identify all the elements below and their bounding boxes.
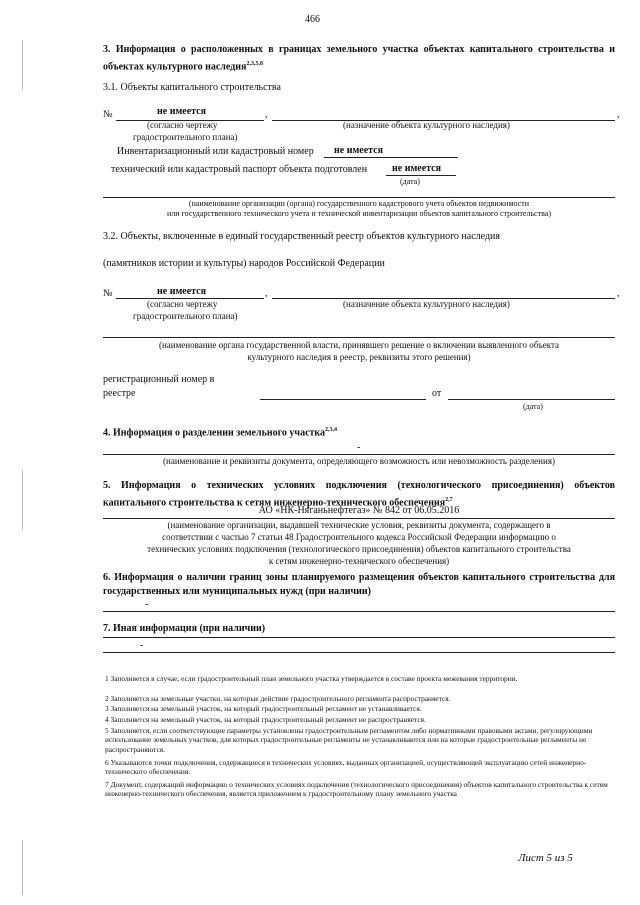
org-caption: или государственного технического учета и технической инвентаризации объектов капитального строительства) <box>166 209 551 218</box>
drawing-caption: градостроительного плана) <box>133 311 238 321</box>
inventory-value: не имеется <box>334 145 384 156</box>
document-page: 466 3. Информация о расположенных в границах земельного участка объектах капитального строительства и объектах культурного наследия$^{2,3,5,6}$ 3.1. Объекты капитального строительства № не имеется , , (согласно чертежу градостроительного плана) (назначение объекта культурного наследия) Инвентаризационный или кадастровый номер не имеется технический или кадастровый паспорт объекта подготовлен не имеется (дата) (наименование организации (органа) государственного кадастрового учета объектов недвижимости или государственного технического учета и технической инвентаризации объектов капитального строительства) 3.2. Объекты, включенные в единый государственный реестр объектов культурного наследия (памятников истории и культуры) народов Российской Федерации № не имеется , , (согласно чертежу градостроительного плана) (назначение объекта культурного наследия) (наименование органа государственной власти, принявшего решение о включении выявленного объекта культурного наследия в реестр, реквизиты этого решения) регистрационный номер в реестре от (дата) 4. Информация о разделении земельного участка$^{2,3,4}$ - (наименование и реквизиты документа, определяющего возможность или невозможность разделения) 5. Информация о технических условиях подключения (технологического присоединения) объектов капитального строительства к сетям инженерно-технического обеспечения$^{2,7}$ АО «НК-Няганьнефтегаз» № 842 от 06.05.2016 (наименование организации, выдавшей технические условия, реквизиты документа, содержащего в соответствии с частью 7 статьи 48 Градостроительного кодекса Российской Федерации информацию о технических условиях подключения (технологического присоединения) объектов капитального строительства к сетям инженерно-технического обеспечения) 6. Информация о наличии границ зоны планируемого размещения объектов капитального строительства для государственных или муниципальных нужд (при наличии) - 7. Иная информация (при наличии) - 1 Заполняется в случае, если градостроительный план земельного участка утверждается в составе проекта межевания территории. 2 Заполняется на земельные участки, на которые действие градостроительного регламента распространяется. 3 Заполняется на земельный участок, на который градостроительный регламент не устанавливается. 4 Заполняется на земельный участок, на который градостроительный регламент не распространяется. 5 Заполняется, если соответствующие параметры установлены градостроительным регламентом либо нормативными правовыми актами, регулирующими использование земельных участков, для которых градостроительные регламенты не устанавливаются или на которые градостроительные регламенты не распространяются. 6 Указываются точки подключения, содержащиеся в технических условиях, выданных организацией, осуществляющей эксплуатацию сетей инженерно-технического обеспечения. 7 Документ, содержащий информацию о технических условиях подключения (технологического присоединения) объектов капитального строительства к сетям инженерно-технического обеспечения, является приложением к градостроительному плану земельного участка Лист 5 из 5 <box>0 0 640 905</box>
binding-mark <box>22 470 23 530</box>
passport-value: не имеется <box>392 163 442 174</box>
section32-heading-cont: (памятников истории и культуры) народов Российской Федерации <box>103 258 385 269</box>
org-caption: (наименование организации (органа) государственного кадастрового учета объектов недвижимости <box>188 199 530 208</box>
footnote: 7 Документ, содержащий информацию о технических условиях подключения (технологического присоединения) объектов капитального строительства к сетям инженерно-технического обеспечения, является приложением к градостроительному плану земельного участка <box>105 780 608 799</box>
authority-caption: (наименование органа государственной власти, принявшего решение о включении выявленного объекта <box>158 340 560 350</box>
footnote: 2 Заполняется на земельные участки, на которые действие градостроительного регламента распространяется. <box>105 694 451 703</box>
drawing-caption: (согласно чертежу <box>147 120 218 130</box>
date-caption: (дата) <box>523 402 543 411</box>
footnote: 5 Заполняется, если соответствующие параметры установлены градостроительным регламентом либо нормативными правовыми актами, регулирующими использование земельных участков, для которых градостроительные регламенты не устанавливаются или на которые градостроительные регламенты не распространяются. <box>105 726 593 754</box>
section4-caption: (наименование и реквизиты документа, определяющего возможность или невозможность разделения) <box>163 456 555 466</box>
page-number: 466 <box>305 14 320 25</box>
section7-title: 7. Иная информация (при наличии) <box>103 623 266 634</box>
section4-title: 4. Информация о разделении земельного участка$^{2,3,4}$ <box>103 427 338 439</box>
purpose-caption: (назначение объекта культурного наследия) <box>343 299 510 309</box>
binding-mark <box>22 40 23 90</box>
sheet-number: Лист 5 из 5 <box>518 852 573 864</box>
footnote: 1 Заполняется в случае, если градостроительный план земельного участка утверждается в составе проекта межевания территории. <box>105 674 518 683</box>
section5-title: 5. Информация о технических условиях подключения (технологического присоединения) объектов капитального строительства к сетям инженерно-технического обеспечения$^{2,7}$ <box>103 480 615 509</box>
drawing-caption: градостроительного плана) <box>133 132 238 142</box>
number-label: № <box>103 109 113 120</box>
section6-title: 6. Информация о наличии границ зоны планируемого размещения объектов капитального строительства для государственных или муниципальных нужд (при наличии) <box>103 572 615 597</box>
section6-value: - <box>145 599 149 610</box>
section5-caption: технических условиях подключения (технологического присоединения) объектов капитального строительства <box>147 544 571 554</box>
purpose-caption: (назначение объекта культурного наследия) <box>343 120 510 130</box>
section5-caption: (наименование организации, выдавшей технические условия, реквизиты документа, содержащего в <box>167 520 551 530</box>
registry-label: реестре <box>103 388 136 399</box>
section31-heading: 3.1. Объекты капитального строительства <box>103 82 281 93</box>
passport-label: технический или кадастровый паспорт объекта подготовлен <box>111 164 368 175</box>
drawing-value: не имеется <box>157 106 207 117</box>
section4-value: - <box>357 442 361 453</box>
footnote: 4 Заполняется на земельный участок, на который градостроительный регламент не распространяется. <box>105 715 426 724</box>
footnote: 6 Указываются точки подключения, содержащиеся в технических условиях, выданных организацией, осуществляющей эксплуатацию сетей инженерно-технического обеспечения. <box>105 758 587 777</box>
number-label: № <box>103 288 113 299</box>
section3-title: 3. Информация о расположенных в границах земельного участка объектах капитального строительства и объектах культурного наследия$^{2,3,5,6}$ <box>103 44 615 73</box>
section5-caption: к сетям инженерно-технического обеспечения) <box>268 556 450 566</box>
footnote: 3 Заполняется на земельный участок, на который градостроительный регламент не устанавливается. <box>105 704 422 713</box>
heritage-drawing-value: не имеется <box>157 286 207 297</box>
section5-value: АО «НК-Няганьнефтегаз» № 842 от 06.05.2016 <box>258 505 460 516</box>
from-label: от <box>432 388 442 399</box>
drawing-caption: (согласно чертежу <box>147 299 218 309</box>
section32-heading: 3.2. Объекты, включенные в единый государственный реестр объектов культурного наследия <box>103 231 500 242</box>
date-caption: (дата) <box>400 177 420 186</box>
authority-caption: культурного наследия в реестр, реквизиты этого решения) <box>247 352 471 362</box>
section5-caption: соответствии с частью 7 статьи 48 Градостроительного кодекса Российской Федерации информацию о <box>162 532 556 542</box>
inventory-label: Инвентаризационный или кадастровый номер <box>117 146 314 157</box>
binding-mark <box>22 840 23 895</box>
section7-value: - <box>140 640 144 651</box>
registry-label: регистрационный номер в <box>103 374 215 385</box>
